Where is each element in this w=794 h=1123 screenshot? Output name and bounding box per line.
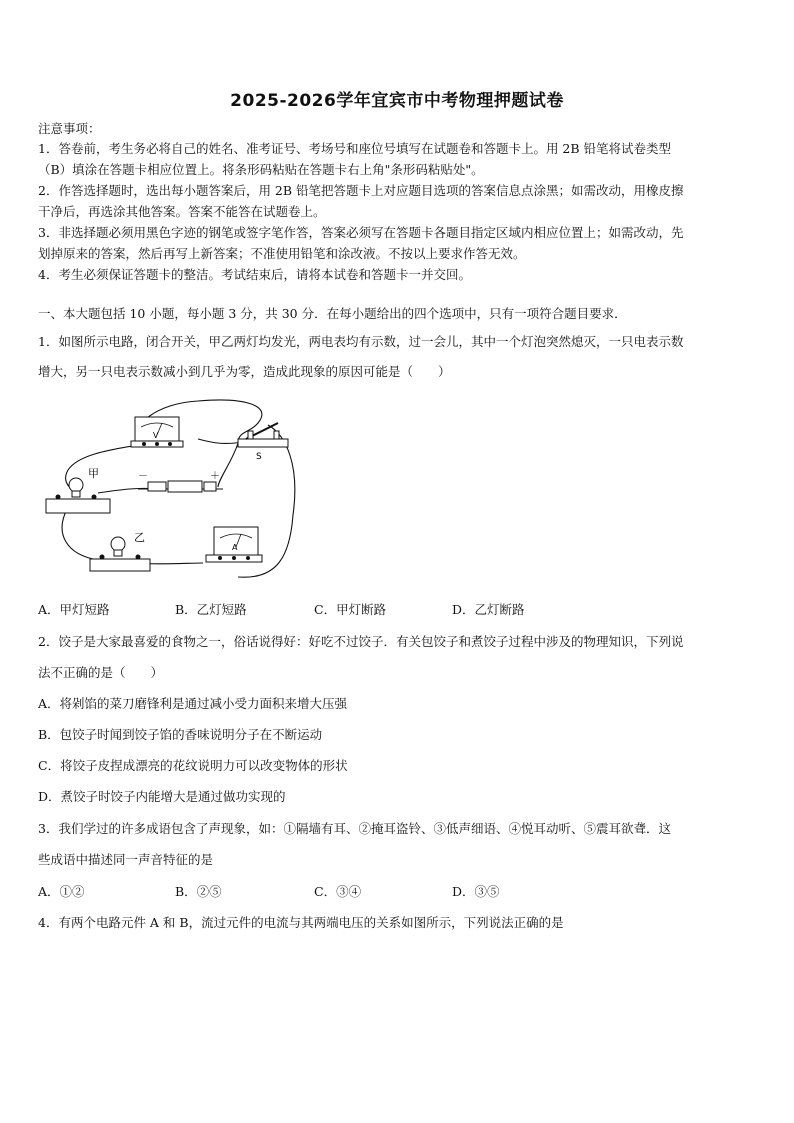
ammeter-label: A: [232, 543, 238, 552]
battery-negative-label: －: [138, 471, 148, 482]
notice-line: （B）填涂在答题卡相应位置上。将条形码粘贴在答题卡右上角"条形码粘贴处"。: [38, 162, 484, 177]
notice-line: 1．答卷前，考生务必将自己的姓名、准考证号、考场号和座位号填写在试题卷和答题卡上。用 2B 铅笔将试卷类型: [38, 141, 672, 156]
q1-option-c[interactable]: C．甲灯断路: [314, 602, 387, 617]
q2-option-d[interactable]: D．煮饺子时饺子内能增大是通过做功实现的: [38, 789, 286, 804]
q2-stem: 2．饺子是大家最喜爱的食物之一，俗话说得好：好吃不过饺子．有关包饺子和煮饺子过程中涉及的物理知识，下列说: [38, 634, 684, 649]
q2-stem: 法不正确的是（ ）: [38, 665, 164, 680]
q1-option-d[interactable]: D．乙灯断路: [452, 602, 525, 617]
q3-stem: 些成语中描述同一声音特征的是: [38, 852, 214, 867]
q3-option-d[interactable]: D．③⑤: [452, 884, 500, 899]
notice-line: 划掉原来的答案，然后再写上新答案；不准使用铅笔和涂改液。不按以上要求作答无效。: [38, 246, 526, 261]
notice-line: 4．考生必须保证答题卡的整洁。考试结束后，请将本试卷和答题卡一并交回。: [38, 267, 471, 282]
q1-option-a[interactable]: A．甲灯短路: [38, 602, 110, 617]
battery-positive-label: ＋: [210, 471, 220, 482]
q2-option-c[interactable]: C．将饺子皮捏成漂亮的花纹说明力可以改变物体的形状: [38, 758, 348, 773]
q2-option-a[interactable]: A．将剁馅的菜刀磨锋利是通过减小受力面积来增大压强: [38, 696, 348, 711]
q1-stem: 1．如图所示电路，闭合开关，甲乙两灯均发光，两电表均有示数，过一会儿，其中一个灯泡突然熄灭，一只电表示数: [38, 334, 684, 349]
q4-stem: 4．有两个电路元件 A 和 B，流过元件的电流与其两端电压的关系如图所示，下列说法正确的是: [38, 915, 564, 930]
notice-heading: 注意事项：: [38, 121, 101, 136]
switch-icon: [238, 423, 288, 462]
lamp-yi-label: 乙: [134, 531, 145, 544]
q2-option-b[interactable]: B．包饺子时闻到饺子馅的香味说明分子在不断运动: [38, 727, 323, 742]
q1-stem: 增大，另一只电表示数减小到几乎为零，造成此现象的原因可能是（ ）: [38, 364, 451, 379]
q3-stem: 3．我们学过的许多成语包含了声现象，如：①隔墙有耳、②掩耳盗铃、③低声细语、④悦耳动听、⑤震耳欲聋．这: [38, 821, 671, 836]
q1-circuit-diagram: [38, 395, 308, 585]
q1-options: [38, 601, 758, 619]
q3-options: [38, 883, 758, 901]
lamp-jia-label: 甲: [88, 467, 99, 480]
section-heading: 一、本大题包括 10 小题，每小题 3 分，共 30 分．在每小题给出的四个选项中，只有一项符合题目要求．: [38, 306, 627, 321]
q3-option-a[interactable]: A．①②: [38, 884, 85, 899]
lamp-yi-icon: [90, 531, 150, 571]
lamp-jia-icon: [46, 467, 110, 513]
voltmeter-label: V: [153, 431, 159, 440]
voltmeter-icon: [131, 417, 183, 447]
notice-line: 3．非选择题必须用黑色字迹的钢笔或签字笔作答，答案必须写在答题卡各题目指定区域内相应位置上；如需改动，先: [38, 225, 684, 240]
page-title: 2025-2026学年宜宾市中考物理押题试卷: [230, 91, 564, 111]
battery-icon: [138, 470, 223, 492]
switch-label: S: [256, 452, 262, 462]
ammeter-icon: [206, 527, 262, 562]
notice-line: 干净后，再选涂其他答案。答案不能答在试题卷上。: [38, 204, 326, 219]
notice-line: 2．作答选择题时，选出每小题答案后，用 2B 铅笔把答题卡上对应题目选项的答案信息点涂黑；如需改动，用橡皮擦: [38, 183, 684, 198]
q3-option-c[interactable]: C．③④: [314, 884, 362, 899]
q3-option-b[interactable]: B．②⑤: [175, 884, 222, 899]
q1-option-b[interactable]: B．乙灯短路: [175, 602, 247, 617]
